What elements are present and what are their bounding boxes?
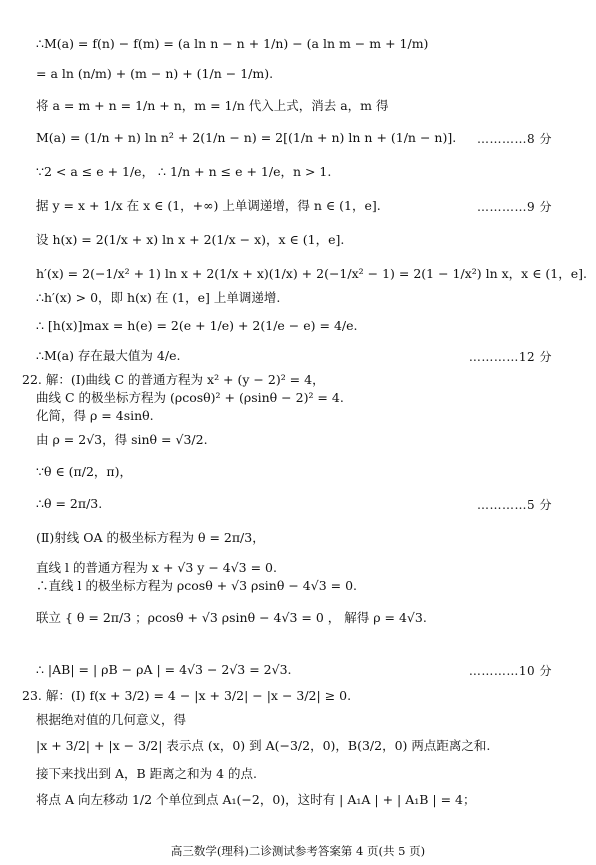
solution-line-13: 曲线 C 的极坐标方程为 (ρcosθ)² + (ρsinθ − 2)² = 4. [36,390,344,405]
solution-line-17: ∴θ = 2π/3. [36,496,103,511]
solution-line-9: ∴h′(x) > 0，即 h(x) 在 (1，e] 上单调递增. [36,290,281,305]
solution-line-21: 联立 { θ = 2π/3 ；ρcosθ + √3 ρsinθ − 4√3 = 0 ， 解得 ρ = 4√3. [36,610,427,625]
solution-line-1: ∴M(a) = f(n) − f(m) = (a ln n − n + 1/n) − (a ln m − m + 1/m) [36,36,429,51]
solution-line-2: = a ln (n/m) + (m − n) + (1/n − 1/m). [36,66,274,81]
solution-line-22: ∴ |AB| = | ρB − ρA | = 4√3 − 2√3 = 2√3. [36,662,292,677]
score-marker-4: …………5 分 [477,498,552,512]
solution-line-26: 接下来找出到 A，B 距离之和为 4 的点. [36,766,258,781]
solution-line-11: ∴M(a) 存在最大值为 4/e. [36,348,181,363]
solution-line-25: |x + 3/2| + |x − 3/2| 表示点 (x，0) 到 A(−3/2，0)，B(3/2，0) 两点距离之和. [36,738,491,753]
solution-line-23: 23. 解：(Ⅰ) f(x + 3/2) = 4 − |x + 3/2| − |x − 3/2| ≥ 0. [22,688,352,703]
solution-line-6: 据 y = x + 1/x 在 x ∈ (1，+∞) 上单调递增，得 n ∈ (1，e]. [36,198,381,213]
solution-line-18: (Ⅱ)射线 OA 的极坐标方程为 θ = 2π/3， [36,530,265,545]
solution-line-7: 设 h(x) = 2(1/x + x) ln x + 2(1/x − x)，x ∈ (1，e]. [36,232,345,247]
solution-line-14: 化简，得 ρ = 4sinθ. [36,408,154,423]
solution-line-27: 将点 A 向左移动 1/2 个单位到点 A₁(−2，0)，这时有 | A₁A | + | A₁B | = 4； [36,792,476,807]
solution-line-8: h′(x) = 2(−1/x² + 1) ln x + 2(1/x + x)(1/x) + 2(−1/x² − 1) = 2(1 − 1/x²) ln x，x ∈ (1，e]. [36,266,588,281]
solution-line-3: 将 a = m + n = 1/n + n，m = 1/n 代入上式，消去 a，m 得 [36,98,389,113]
score-marker-3: …………12 分 [468,350,552,364]
score-marker-1: …………8 分 [477,132,552,146]
score-marker-5: …………10 分 [468,664,552,678]
solution-line-24: 根据绝对值的几何意义，得 [36,712,187,727]
solution-line-20: ∴直线 l 的极坐标方程为 ρcosθ + √3 ρsinθ − 4√3 = 0. [36,578,358,593]
solution-line-10: ∴ [h(x)]max = h(e) = 2(e + 1/e) + 2(1/e − e) = 4/e. [36,318,358,333]
solution-line-19: 直线 l 的普通方程为 x + √3 y − 4√3 = 0. [36,560,277,575]
solution-line-16: ∵θ ∈ (π/2，π)， [36,464,133,479]
page-footer: 高三数学(理科)二诊测试参考答案第 4 页(共 5 页) [170,844,426,858]
solution-line-4: M(a) = (1/n + n) ln n² + 2(1/n − n) = 2[(1/n + n) ln n + (1/n − n)]. [36,130,457,145]
score-marker-2: …………9 分 [477,200,552,214]
solution-line-12: 22. 解：(Ⅰ)曲线 C 的普通方程为 x² + (y − 2)² = 4， [22,372,325,387]
solution-line-15: 由 ρ = 2√3，得 sinθ = √3/2. [36,432,208,447]
solution-line-5: ∵2 < a ≤ e + 1/e， ∴ 1/n + n ≤ e + 1/e，n > 1. [36,164,332,179]
